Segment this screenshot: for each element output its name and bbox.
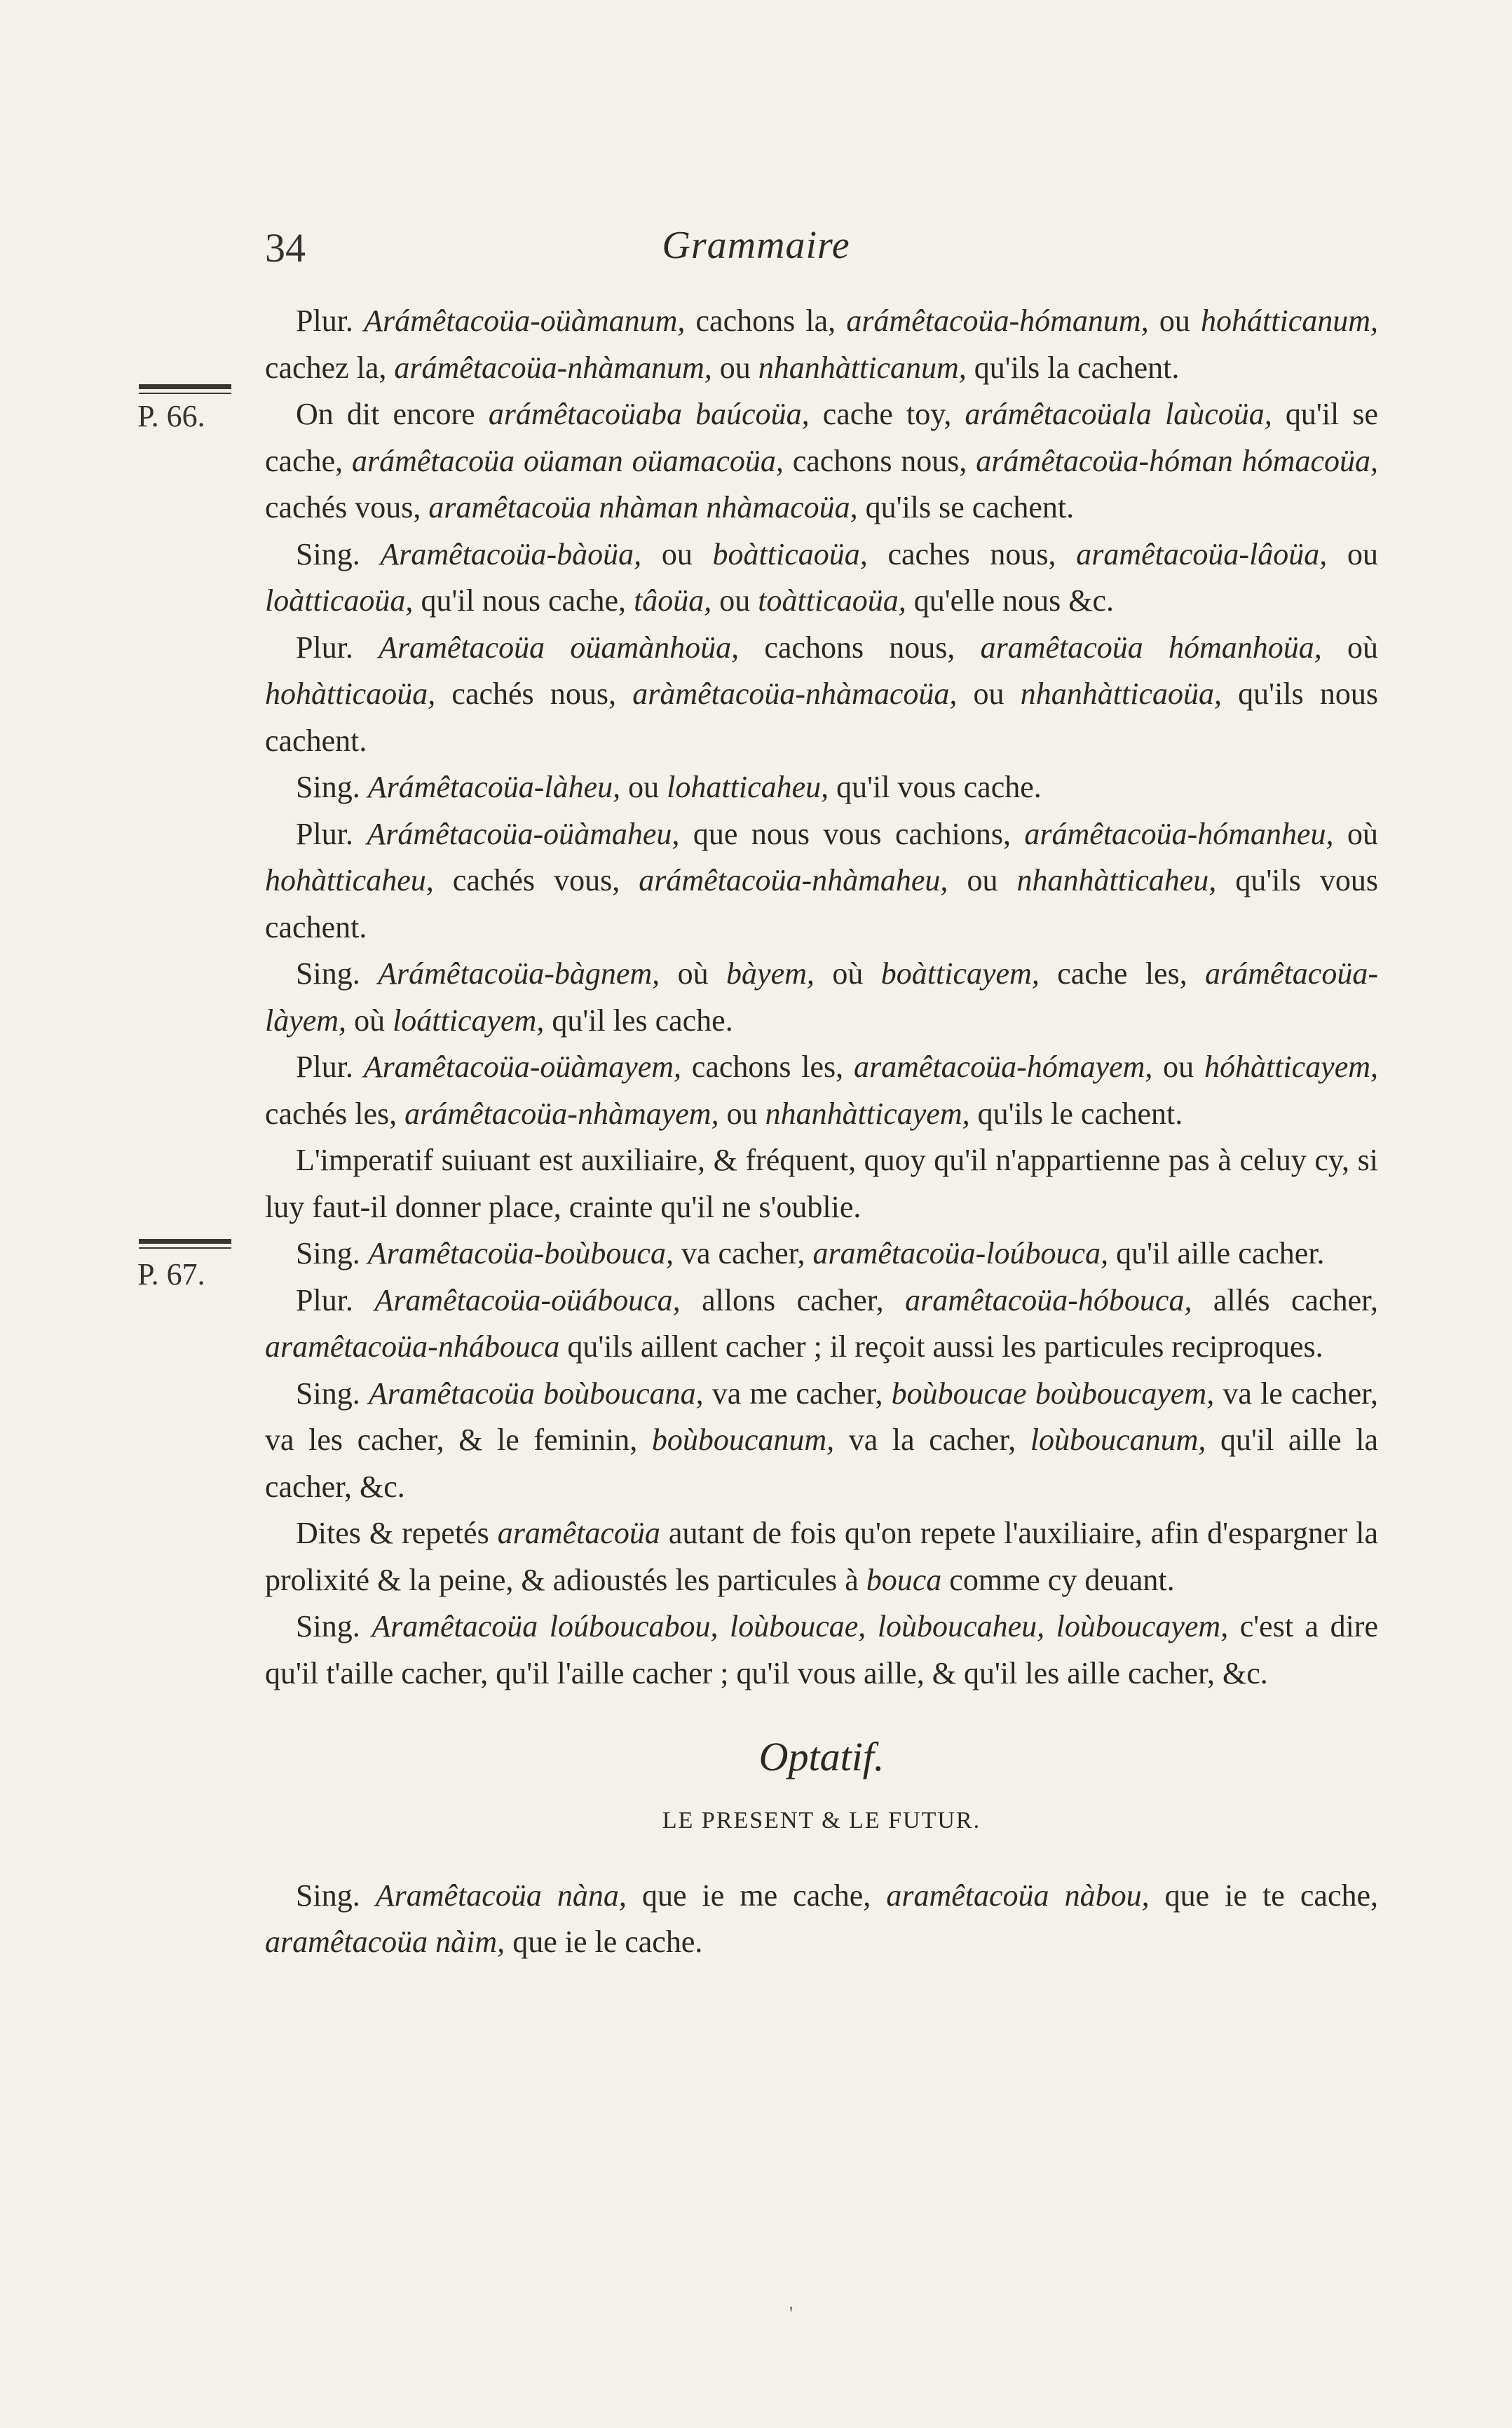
italic-term: Aramêtacoüa loúboucabou, loùboucae, loùboucaheu, loùboucayem, (372, 1609, 1229, 1643)
text-run: que nous vous cachions, (679, 816, 1025, 851)
text-run: Plur. (296, 1282, 375, 1317)
italic-term: boàtticayem, (880, 956, 1040, 991)
italic-term: Aramêtacoüa boùboucana, (368, 1376, 704, 1411)
italic-term: Aramêtacoüa-bàoüa, (380, 536, 642, 571)
italic-term: boùboucanum, (651, 1423, 835, 1457)
italic-term: nhanhàtticayem, (765, 1096, 970, 1131)
text-run: ou (711, 350, 758, 385)
italic-term: arámêtacoüa-hómanum, (846, 304, 1149, 338)
italic-term: arámêtacoüa-làyem, (265, 956, 1378, 1038)
text-run: va cacher, (673, 1236, 813, 1270)
margin-note-p66: P. 66. (137, 399, 205, 433)
text-run: Dites & repetés (296, 1516, 498, 1550)
text-run: qu'il vous cache. (829, 770, 1042, 804)
italic-term: lohatticaheu, (667, 770, 829, 804)
text-run: cachés nous, (435, 677, 633, 711)
body-text (265, 298, 1378, 1966)
margin-rule (139, 1239, 231, 1249)
text-run: Sing. (296, 1878, 376, 1913)
text-run: qu'ils le cachent. (969, 1096, 1183, 1131)
text-run: va me cacher, (703, 1376, 892, 1411)
italic-term: loátticayem, (393, 1003, 545, 1038)
italic-term: aramêtacoüa nàim, (265, 1925, 505, 1959)
italic-term: aramêtacoüa hómanhoüa, (980, 630, 1322, 665)
text-run: Sing. (296, 1236, 368, 1270)
paragraph (265, 1603, 1378, 1697)
text-run: qu'il aille cacher. (1108, 1236, 1325, 1270)
italic-term: toàtticaoüa, (758, 583, 906, 618)
italic-term: arámêtacoüaba baúcoüa, (488, 397, 810, 431)
section-heading: Optatif. (758, 1734, 885, 1779)
text-run: qu'il nous cache, (413, 583, 634, 618)
italic-term: Arámêtacoüa-oüàmaheu, (367, 816, 680, 851)
text-run: que ie me cache, (626, 1878, 887, 1913)
text-run: qu'ils la cachent. (966, 350, 1180, 385)
italic-term: loàtticaoüa, (265, 583, 414, 618)
italic-term: Aramêtacoüa-oüàmayem, (363, 1050, 682, 1084)
italic-term: hohátticanum, (1201, 304, 1379, 338)
italic-term: hohàtticaheu, (265, 863, 434, 897)
text-run: cachons la, (685, 304, 847, 338)
italic-term: Arámêtacoüa-oüàmanum, (364, 304, 686, 338)
text-run: où (346, 1003, 393, 1038)
italic-term: aramêtacoüa (497, 1516, 660, 1550)
italic-term: Arámêtacoüa-làheu, (367, 770, 621, 804)
paragraph (265, 1371, 1378, 1511)
text-run: ou (1148, 304, 1201, 338)
text-run: Plur. (296, 1050, 364, 1084)
italic-term: boùboucae boùboucayem, (891, 1376, 1215, 1411)
text-run: Sing. (296, 1609, 372, 1643)
text-run: allés cacher, (1192, 1282, 1379, 1317)
text-run: caches nous, (867, 536, 1077, 571)
text-run: Plur. (296, 816, 367, 851)
text-run: qu'ils se cachent. (857, 490, 1075, 524)
text-run: Plur. (296, 304, 365, 338)
paragraph (265, 1044, 1378, 1137)
text-run: L'imperatif suiuant est auxiliaire, & fréquent, quoy qu'il n'appartienne pas à celuy cy, si luy faut-il donner place, crainte qu'il ne s'oublie. (265, 1143, 1378, 1224)
italic-term: hóhàtticayem, (1204, 1050, 1379, 1084)
text-run: que ie te cache, (1149, 1878, 1379, 1913)
text-run: cachés vous, (433, 863, 639, 897)
text-run: va le cacher, va les cacher, & le feminin, (265, 1376, 1379, 1457)
text-run: Plur. (296, 630, 379, 665)
italic-term: aramêtacoüa-nhábouca (265, 1329, 560, 1364)
text-run: autant de fois qu'on repete l'auxiliaire, afin d'espargner la prolixité & la peine, & adioustés les particules à (265, 1516, 1378, 1597)
italic-term: loùboucanum, (1030, 1423, 1206, 1457)
paragraph (265, 951, 1378, 1044)
italic-term: hohàtticaoüa, (265, 677, 436, 711)
paragraph (265, 1230, 1378, 1277)
italic-term: aràmêtacoüa-nhàmacoüa, (632, 677, 958, 711)
text-run: c'est a dire qu'il t'aille cacher, qu'il l'aille cacher ; qu'il vous aille, & qu'il les aille cacher, &c. (265, 1609, 1378, 1690)
italic-term: arámêtacoüa-hóman hómacoüa, (976, 443, 1378, 478)
italic-term: nhanhàtticanum, (758, 350, 967, 385)
footer-mark: ' (789, 2303, 794, 2325)
text-run: ou (948, 863, 1017, 897)
italic-term: nhanhàtticaheu, (1016, 863, 1217, 897)
text-run: allons cacher, (680, 1282, 906, 1317)
text-run: ou (1327, 536, 1379, 571)
paragraph (265, 391, 1378, 531)
text-run: qu'ils vous cachent. (265, 863, 1379, 944)
paragraph (265, 1137, 1378, 1230)
text-run: ou (1152, 1050, 1204, 1084)
text-run: cachés vous, (265, 490, 429, 524)
text-run: qu'il se cache, (265, 397, 1379, 478)
text-run: où (814, 956, 881, 991)
text-run: Sing. (296, 956, 379, 991)
paragraph (265, 811, 1378, 951)
text-run: qu'il aille la cacher, &c. (265, 1423, 1378, 1504)
text-run: qu'il les cache. (544, 1003, 733, 1038)
italic-term: aramêtacoüa nàbou, (886, 1878, 1150, 1913)
italic-term: Aramêtacoüa-boùbouca, (367, 1236, 674, 1270)
italic-term: nhanhàtticaoüa, (1020, 677, 1222, 711)
text-run: Sing. (296, 1376, 369, 1411)
italic-term: aramêtacoüa-loúbouca, (812, 1236, 1109, 1270)
italic-term: Aramêtacoüa-oüábouca, (374, 1282, 681, 1317)
paragraph (265, 625, 1378, 765)
text-run: comme cy deuant. (941, 1562, 1175, 1597)
italic-term: Aramêtacoüa oüamànhoüa, (379, 630, 740, 665)
italic-term: Arámêtacoüa-bàgnem, (378, 956, 660, 991)
text-run: que ie le cache. (505, 1925, 703, 1959)
paragraph (265, 298, 1378, 391)
text-run: cachez la, (265, 350, 395, 385)
text-run: cachés les, (265, 1096, 405, 1131)
section-subheading: LE PRESENT & LE FUTUR. (662, 1808, 981, 1833)
italic-term: boàtticaoüa, (712, 536, 868, 571)
italic-term: aramêtacoüa nhàman nhàmacoüa, (428, 490, 858, 524)
page-number: 34 (265, 225, 306, 271)
paragraph (265, 764, 1378, 811)
italic-term: arámêtacoüa-nhàmayem, (404, 1096, 719, 1131)
margin-rule (139, 384, 231, 394)
italic-term: bàyem, (726, 956, 815, 991)
text-run: qu'ils aillent cacher ; il reçoit aussi les particules reciproques. (559, 1329, 1323, 1364)
italic-term: Aramêtacoüa nàna, (375, 1878, 627, 1913)
text-run: Sing. (296, 536, 381, 571)
text-run: qu'ils nous cachent. (265, 677, 1379, 758)
text-run: va la cacher, (834, 1423, 1030, 1457)
text-run: cache toy, (809, 397, 965, 431)
text-run: Sing. (296, 770, 368, 804)
paragraph (265, 531, 1378, 625)
italic-term: bouca (866, 1562, 942, 1597)
italic-term: arámêtacoüa-nhàmaheu, (639, 863, 948, 897)
text-run: où (1333, 816, 1379, 851)
italic-term: arámêtacoüa-nhàmanum, (394, 350, 712, 385)
text-run: cachons nous, (739, 630, 981, 665)
italic-term: aramêtacoüa-lâoüa, (1076, 536, 1328, 571)
paragraph (265, 1873, 1378, 1966)
text-run: ou (711, 583, 758, 618)
paragraph (265, 1277, 1378, 1371)
text-run: cachons les, (681, 1050, 854, 1084)
italic-term: arámêtacoüa oüaman oüamacoüa, (351, 443, 784, 478)
text-run: ou (641, 536, 713, 571)
italic-term: arámêtacoüa-hómanheu, (1024, 816, 1334, 851)
text-run: où (660, 956, 727, 991)
text-run: cachons nous, (783, 443, 976, 478)
text-run: On dit encore (296, 397, 489, 431)
text-run: ou (620, 770, 667, 804)
text-run: ou (957, 677, 1021, 711)
italic-term: aramêtacoüa-hóbouca, (905, 1282, 1192, 1317)
italic-term: tâoüa, (634, 583, 712, 618)
italic-term: aramêtacoüa-hómayem, (853, 1050, 1153, 1084)
italic-term: arámêtacoüala laùcoüa, (965, 397, 1272, 431)
text-run: ou (718, 1096, 765, 1131)
margin-note-p67: P. 67. (137, 1257, 205, 1291)
running-title: Grammaire (662, 224, 850, 267)
text-run: qu'elle nous &c. (906, 583, 1115, 618)
text-run: où (1321, 630, 1378, 665)
paragraph (265, 1510, 1378, 1603)
text-run: cache les, (1039, 956, 1206, 991)
